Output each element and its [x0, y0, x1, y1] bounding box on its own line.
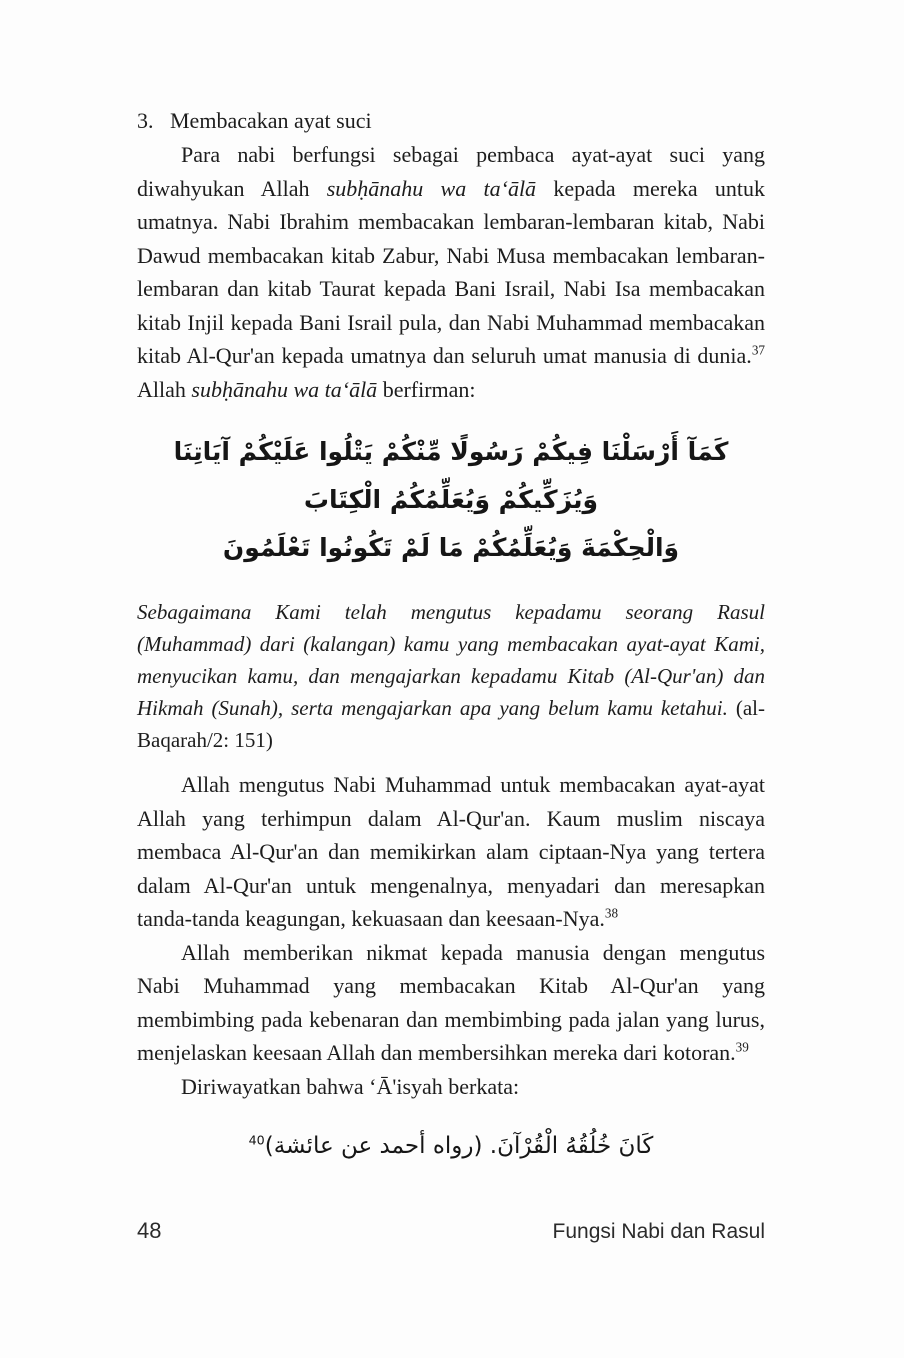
- quran-verse-line-2: وَالْحِكْمَةَ وَيُعَلِّمُكُمْ مَا لَمْ تَكُونُوا تَعْلَمُونَ: [222, 533, 680, 562]
- page-number: 48: [137, 1218, 162, 1243]
- page-footer: [137, 1218, 765, 1244]
- section-title: Membacakan ayat suci: [170, 108, 372, 133]
- paragraph-3: Allah memberikan nikmat kepada manusia dengan mengutus Nabi Muhammad yang membacakan Kitab Al-Qur'an yang membimbing pada kebenaran dan membimbing pada jalan yang lurus, menjelaskan keesaan Allah dan membersihkan mereka dari kotoran.$^{39}$: [137, 939, 765, 1065]
- section-heading: [137, 104, 765, 138]
- quran-verse-line-1: كَمَآ أَرْسَلْنَا فِيكُمْ رَسُولًا مِّنْكُمْ يَتْلُوا عَلَيْكُمْ آيَاتِنَا وَيُزَكِّيكُمْ وَيُعَلِّمُكُمُ الْكِتَابَ: [173, 437, 729, 514]
- hadith-arabic: كَانَ خُلُقُهُ الْقُرْآنَ. (رواه أحمد عن عائشة)$^{40}$: [248, 1132, 654, 1159]
- section-number: 3.: [137, 108, 154, 133]
- paragraph-1: Para nabi berfungsi sebagai pembaca ayat-ayat suci yang diwahyukan Allah subḥānahu wa ta‘ālā kepada mereka untuk umatnya. Nabi Ibrahim membacakan lembaran-lembaran kitab, Nabi Dawud membacakan kitab Zabur, Nabi Musa membacakan lembaran-lembaran dan kitab Taurat kepada Bani Israil, Nabi Isa membacakan kitab Injil kepada Bani Israil pula, dan Nabi Muhammad membacakan kitab Al-Qur'an kepada umatnya dan seluruh umat manusia di dunia.$^{37}$ Allah subḥānahu wa ta‘ālā berfirman:: [137, 142, 765, 402]
- paragraph-2: Allah mengutus Nabi Muhammad untuk membacakan ayat-ayat Allah yang terhimpun dalam Al-Qur'an. Kaum muslim niscaya membaca Al-Qur'an dan memikirkan alam ciptaan-Nya yang tertera dalam Al-Qur'an untuk mengenalnya, menyadari dan meresapkan tanda-tanda keagungan, kekuasaan dan keesaan-Nya.$^{38}$: [137, 772, 765, 931]
- paragraph-4: Diriwayatkan bahwa ‘Ā'isyah berkata:: [181, 1073, 520, 1099]
- page-content: [137, 104, 765, 1167]
- quran-verse-arabic: [137, 428, 765, 572]
- running-footer-title: Fungsi Nabi dan Rasul: [552, 1220, 765, 1243]
- verse-translation: Sebagaimana Kami telah mengutus kepadamu seorang Rasul (Muhammad) dari (kalangan) kamu yang membacakan ayat-ayat Kami, menyucikan kamu, dan mengajarkan kepadamu Kitab (Al-Qur'an) dan Hikmah (Sunah), serta mengajarkan apa yang belum kamu ketahui. (al-Baqarah/2: 151): [137, 600, 765, 752]
